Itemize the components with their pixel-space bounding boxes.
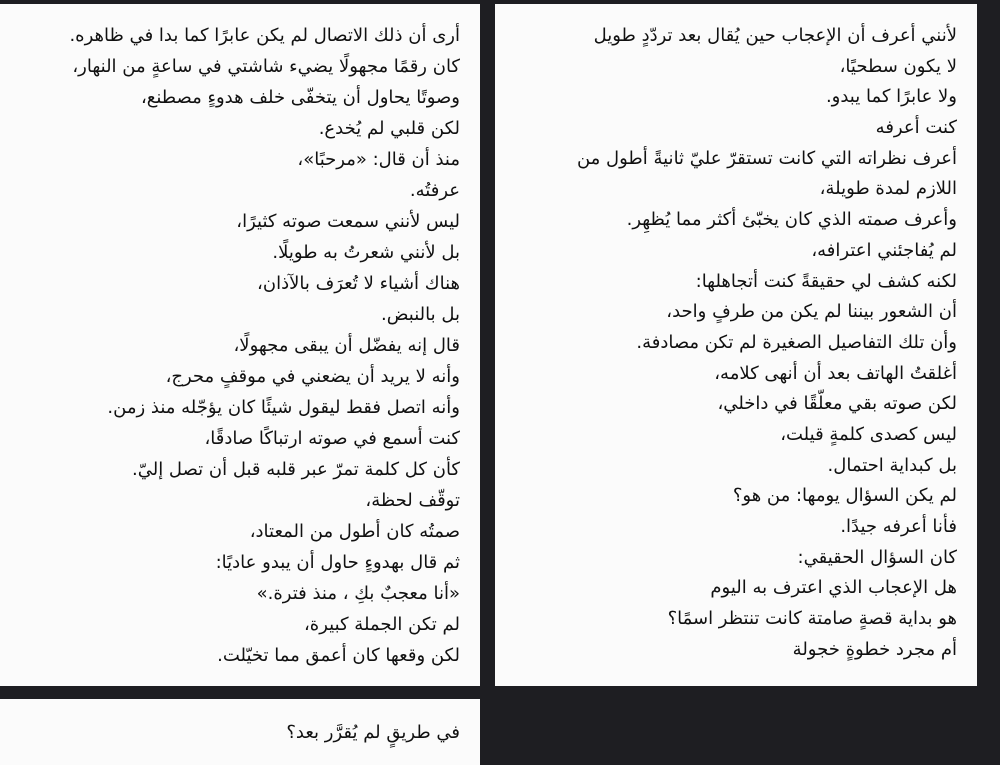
- text-line: كان رقمًا مجهولًا يضيء شاشتي في ساعةٍ من النهار،: [72, 56, 460, 77]
- text-line: كأن كل كلمة تمرّ عبر قلبه قبل أن تصل إليّ.: [132, 459, 460, 480]
- text-line: صمتُه كان أطول من المعتاد،: [249, 521, 460, 542]
- text-line: ولا عابرًا كما يبدو.: [825, 86, 957, 108]
- text-line: بل لأنني شعرتُ به طويلًا.: [272, 242, 460, 263]
- text-line: لكنه كشف لي حقيقةً كنت أتجاهلها:: [695, 270, 957, 292]
- text-line: كنت أعرفه: [875, 117, 957, 139]
- text-line: عرفتُه.: [409, 180, 460, 201]
- text-line: بل بالنبض.: [381, 304, 460, 325]
- text-line: كان السؤال الحقيقي:: [797, 546, 957, 568]
- text-line: ثم قال بهدوءٍ حاول أن يبدو عاديًا:: [215, 552, 460, 573]
- text-line: منذ أن قال: «مرحبًا»،: [297, 149, 460, 170]
- text-line: أغلقتُ الهاتف بعد أن أنهى كلامه،: [714, 362, 957, 384]
- text-line: لأنني أعرف أن الإعجاب حين يُقال بعد تردّدٍ طويل: [593, 25, 957, 46]
- text-line: هل الإعجاب الذي اعترف به اليوم: [710, 577, 957, 599]
- text-line: هو بداية قصةٍ صامتة كانت تنتظر اسمًا؟: [667, 608, 957, 630]
- text-line: لكن وقعها كان أعمق مما تخيّلت.: [217, 645, 460, 666]
- left-text-panel: [0, 4, 480, 686]
- text-line: أرى أن ذلك الاتصال لم يكن عابرًا كما بدا في ظاهره.: [69, 25, 460, 46]
- text-line: أعرف نظراته التي كانت تستقرّ عليّ ثانيةً أطول من: [576, 147, 957, 169]
- text-line: توقّف لحظة،: [365, 490, 460, 511]
- text-line: وصوتًا يحاول أن يتخفّى خلف هدوءٍ مصطنع،: [140, 87, 460, 108]
- text-line: كنت أسمع في صوته ارتباكًا صادقًا،: [204, 428, 460, 449]
- text-line: لم تكن الجملة كبيرة،: [303, 614, 460, 635]
- text-line: أن الشعور بيننا لم يكن من طرفٍ واحد،: [666, 301, 957, 323]
- text-line: اللازم لمدة طويلة،: [819, 178, 957, 200]
- text-line: قال إنه يفضّل أن يبقى مجهولًا،: [233, 335, 460, 356]
- text-line: بل كبداية احتمال.: [827, 454, 957, 476]
- text-line: لكن قلبي لم يُخدع.: [318, 118, 460, 139]
- text-line: وأنه اتصل فقط ليقول شيئًا كان يؤجّله منذ زمن.: [107, 397, 460, 418]
- text-line: فأنا أعرفه جيدًا.: [840, 516, 957, 537]
- text-line: وأنه لا يريد أن يضعني في موقفٍ محرج،: [165, 366, 460, 387]
- text-line: لا يكون سطحيًا،: [839, 55, 957, 77]
- text-line: لم يكن السؤال يومها: من هو؟: [732, 485, 957, 507]
- text-line: ليس كصدى كلمةٍ قيلت،: [780, 423, 957, 445]
- text-line: «أنا معجبٌ بكِ ، منذ فترة.»: [256, 583, 460, 604]
- text-line: وأعرف صمته الذي كان يخبّئ أكثر مما يُظهِر.: [626, 209, 957, 231]
- right-text-panel: [495, 4, 977, 686]
- text-line: أم مجرد خطوةٍ خجولة: [792, 638, 957, 660]
- text-line: هناك أشياء لا تُعرَف بالآذان،: [257, 273, 460, 294]
- text-line: لم يُفاجئني اعترافه،: [811, 239, 957, 261]
- text-line: ليس لأنني سمعت صوته كثيرًا،: [236, 211, 460, 232]
- text-line: وأن تلك التفاصيل الصغيرة لم تكن مصادفة.: [636, 331, 957, 353]
- bottom-text-panel: [0, 699, 480, 765]
- text-line: لكن صوته بقي معلّقًا في داخلي،: [717, 393, 957, 415]
- text-line: في طريقٍ لم يُقرَّر بعد؟: [286, 722, 460, 743]
